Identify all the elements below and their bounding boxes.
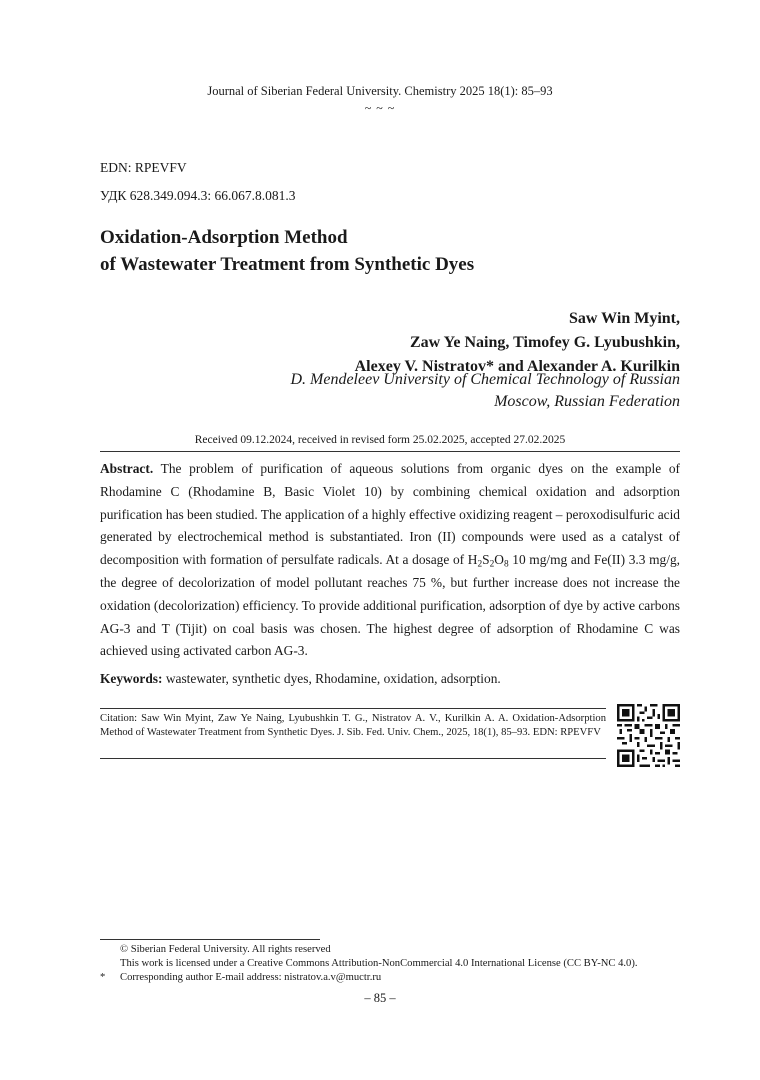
qr-code-icon [617, 704, 680, 767]
keywords-label: Keywords: [100, 671, 163, 686]
formula-mid-2: O [494, 552, 504, 568]
header-separator: ~ ~ ~ [364, 101, 396, 115]
keywords [100, 669, 680, 689]
formula-sub-3: 8 [503, 559, 509, 570]
page-number: – 85 – [364, 991, 396, 1005]
abstract-label: Abstract. [100, 461, 154, 476]
abstract-text-after: 10 mg/mg and Fe(II) 3.3 mg/g, the degree of decolorization of model pollutant reaches 75 %, but further increase does not increase the oxidation (decolorization) efficiency. To provide additional purification, adsorption of dye by active carbons AG-3 and T (Tijit) on coal basis was chosen. The highest degree of adsorption of Rhodamine C was achieved using activated carbon AG-3. [100, 552, 681, 659]
affiliation-line-1: D. Mendeleev University of Chemical Technology of Russian [290, 371, 680, 388]
edn-code: EDN: RPEVFV [100, 160, 187, 175]
affiliation [120, 369, 680, 413]
formula-mid-1: S [482, 552, 490, 568]
formula-sub-1: 2 [477, 559, 483, 570]
paper-title [100, 224, 474, 278]
abstract-text-before: The problem of purification of aqueous solutions from organic dyes on the example of Rhodamine C (Rhodamine B, Basic Violet 10) by combining chemical oxidation and adsorption purification has been studied. The application of a highly effective oxidizing reagent – peroxodisulfuric acid generated by electrochemical method is substantiated. Iron (II) compounds were used as a catalyst of decomposition with formation of persulfate radicals. At a dosage of H [100, 461, 680, 568]
abstract [100, 458, 680, 663]
author-line-1: Saw Win Myint, [569, 310, 680, 327]
author-line-3: Alexey V. Nistratov* and Alexander A. Kurilkin [354, 358, 680, 375]
journal-header: Journal of Siberian Federal University. Chemistry 2025 18(1): 85–93 [207, 84, 553, 98]
title-line-2: of Wastewater Treatment from Synthetic Dyes [100, 254, 475, 275]
divider [100, 758, 606, 759]
author-line-2: Zaw Ye Naing, Timofey G. Lyubushkin, [409, 334, 680, 351]
received-dates: Received 09.12.2024, received in revised form 25.02.2025, accepted 27.02.2025 [194, 434, 566, 446]
corresponding-author-note: Corresponding author E-mail address: nistratov.a.v@muctr.ru [120, 972, 382, 983]
title-line-1: Oxidation-Adsorption Method [100, 227, 348, 248]
divider [100, 708, 606, 709]
footnote-divider [100, 939, 320, 940]
divider [100, 451, 680, 452]
affiliation-line-2: Moscow, Russian Federation [494, 393, 680, 410]
keywords-text: wastewater, synthetic dyes, Rhodamine, oxidation, adsorption. [162, 671, 501, 686]
copyright-note: © Siberian Federal University. All rights reserved [120, 944, 331, 955]
footnote-star: * [100, 972, 106, 983]
citation: Citation: Saw Win Myint, Zaw Ye Naing, Lyubushkin T. G., Nistratov A. V., Kurilkin A. A. Oxidation-Adsorption Method of Wastewater Treatment from Synthetic Dyes. J. Sib. Fed. Univ. Chem., 2025, 18(1), 85–93. EDN: RPEVFV [100, 713, 606, 738]
udk-code: УДК 628.349.094.3: 66.067.8.081.3 [100, 188, 296, 203]
license-note: This work is licensed under a Creative Commons Attribution-NonCommercial 4.0 International License (CC BY-NC 4.0). [120, 958, 638, 969]
formula-sub-2: 2 [489, 559, 495, 570]
